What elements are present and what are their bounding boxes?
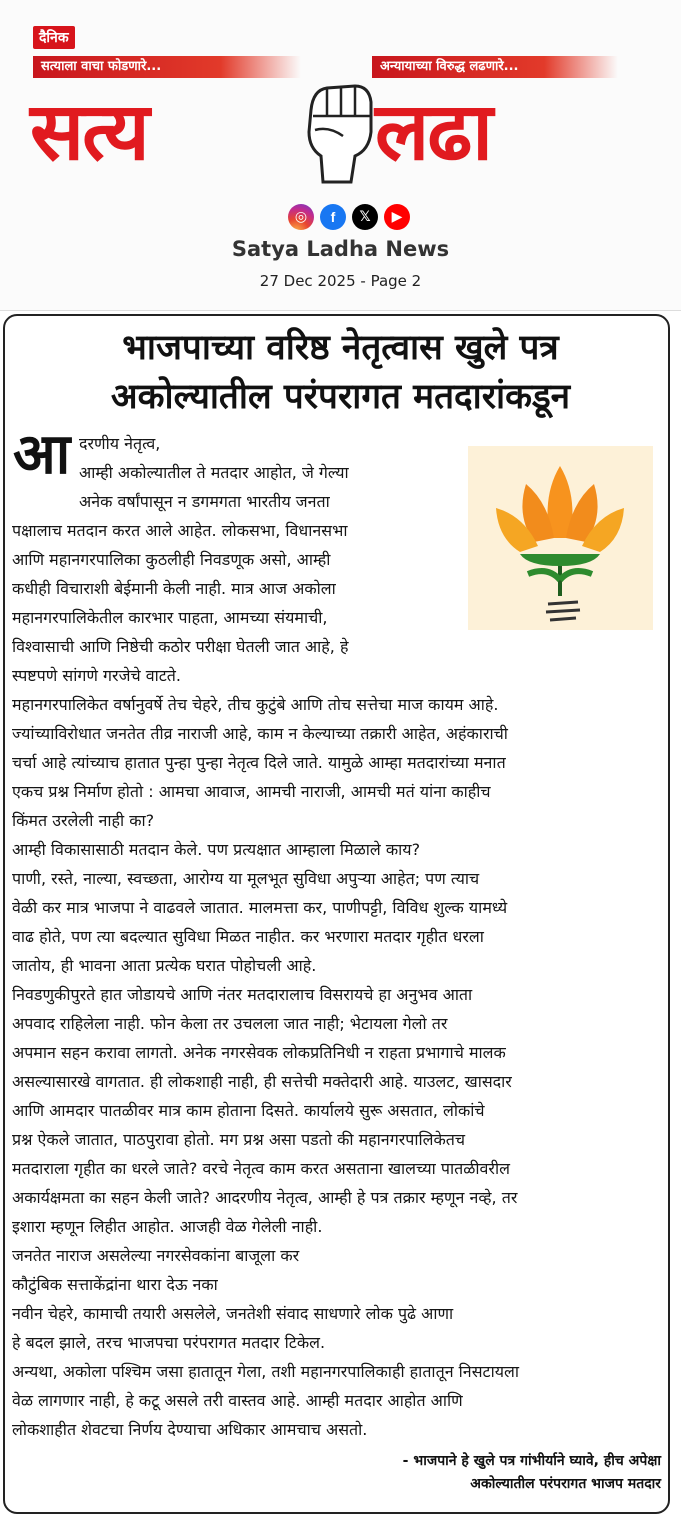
social-links [288, 204, 410, 230]
lotus-icon [468, 446, 653, 630]
body-line: पक्षालाच मतदान करत आले आहेत. लोकसभा, विधानसभा [12, 521, 348, 540]
body-line: महानगरपालिकेत वर्षानुवर्षे तेच चेहरे, तीच कुटुंबे आणि तोच सत्तेचा माज कायम आहे. [12, 695, 499, 714]
body-line: कधीही विचाराशी बेईमानी केली नाही. मात्र आज अकोला [12, 579, 336, 598]
body-line: आणि आमदार पातळीवर मात्र काम होताना दिसते. कार्यालये सुरू असतात, लोकांचे [12, 1101, 485, 1120]
page-date: 27 Dec 2025 - Page 2 [259, 272, 422, 290]
headline-line-2: अकोल्यातील परंपरागत मतदारांकडून [110, 377, 571, 417]
body-line: आणि महानगरपालिका कुठलीही निवडणूक असो, आम्ही [12, 550, 331, 569]
body-line: पाणी, रस्ते, नाल्या, स्वच्छता, आरोग्य या मूलभूत सुविधा अपुऱ्या आहेत; पण त्याच [12, 869, 480, 888]
body-line: वाढ होते, पण त्या बदल्यात सुविधा मिळत नाहीत. कर भरणारा मतदार गृहीत धरला [12, 927, 484, 946]
body-line: अनेक वर्षांपासून न डगमगता भारतीय जनता [79, 492, 330, 511]
body-line: आम्ही अकोल्यातील ते मतदार आहोत, जे गेल्या [79, 463, 349, 482]
body-line: लोकशाहीत शेवटचा निर्णय देण्याचा अधिकार आमचाच असतो. [12, 1420, 368, 1439]
body-line: असल्यासारखे वागतात. ही लोकशाही नाही, ही सत्तेची मक्तेदारी आहे. याउलट, खासदार [12, 1072, 512, 1091]
raised-fist-icon [293, 70, 383, 185]
x-icon[interactable]: 𝕏 [352, 204, 378, 230]
tagline-left: सत्याला वाचा फोडणारे... [33, 56, 301, 78]
body-line: अकार्यक्षमता का सहन केली जाते? आदरणीय नेतृत्व, आम्ही हे पत्र तक्रार म्हणून नव्हे, तर [12, 1188, 518, 1207]
body-line: वेळी कर मात्र भाजपा ने वाढवले जातात. मालमत्ता कर, पाणीपट्टी, विविध शुल्क यामध्ये [12, 898, 508, 917]
body-line: दरणीय नेतृत्व, [79, 434, 161, 453]
body-line: कौटुंबिक सत्ताकेंद्रांना थारा देऊ नका [12, 1275, 218, 1294]
body-line: अपमान सहन करावा लागतो. अनेक नगरसेवक लोकप्रतिनिधी न राहता प्रभागाचे मालक [12, 1043, 506, 1062]
body-line: चर्चा आहे त्यांच्याच हातात पुन्हा पुन्हा नेतृत्व दिले जाते. यामुळे आम्हा मतदारांच्या मनात [12, 753, 506, 772]
body-line: प्रश्न ऐकले जातात, पाठपुरावा होतो. मग प्रश्न असा पडतो की महानगरपालिकेतच [12, 1130, 466, 1149]
brand-word-satya: सत्य [30, 85, 148, 178]
signature-appeal: - भाजपाने हे खुले पत्र गांभीर्याने घ्यावे, हीच अपेक्षा [402, 1453, 661, 1469]
headline-line-1: भाजपाच्या वरिष्ठ नेतृत्वास खुले पत्र [122, 328, 559, 368]
body-line: वेळ लागणार नाही, हे कटू असले तरी वास्तव आहे. आम्ही मतदार आहोत आणि [12, 1391, 463, 1410]
body-line: किंमत उरलेली नाही का? [12, 811, 155, 830]
body-line: नवीन चेहरे, कामाची तयारी असलेले, जनतेशी संवाद साधणारे लोक पुढे आणा [12, 1304, 454, 1323]
tagline-right: अन्यायाच्या विरुद्ध लढणारे... [372, 56, 618, 78]
dainik-badge: दैनिक [33, 26, 75, 49]
instagram-icon[interactable]: ◎ [288, 204, 314, 230]
body-line: विश्वासाची आणि निष्ठेची कठोर परीक्षा घेतली जात आहे, हे [12, 637, 349, 656]
body-line: निवडणुकीपुरते हात जोडायचे आणि नंतर मतदारालाच विसरायचे हा अनुभव आता [12, 985, 473, 1004]
body-line: इशारा म्हणून लिहीत आहोत. आजही वेळ गेलेली नाही. [12, 1217, 323, 1236]
body-line: अपवाद राहिलेला नाही. फोन केला तर उचलला जात नाही; भेटायला गेलो तर [12, 1014, 448, 1033]
body-line: जनतेत नाराज असलेल्या नगरसेवकांना बाजूला कर [12, 1246, 300, 1265]
body-line: स्पष्टपणे सांगणे गरजेचे वाटते. [12, 666, 182, 685]
body-line: आम्ही विकासासाठी मतदान केले. पण प्रत्यक्षात आम्हाला मिळाले काय? [12, 840, 421, 859]
body-line: ज्यांच्याविरोधात जनतेत तीव्र नाराजी आहे, काम न केल्याच्या तक्रारी आहेत, अहंकाराची [12, 724, 508, 743]
body-line: हे बदल झाले, तरच भाजपचा परंपरागत मतदार टिकेल. [12, 1333, 326, 1352]
body-line: जातोय, ही भावना आता प्रत्येक घरात पोहोचली आहे. [12, 956, 317, 975]
body-line: एकच प्रश्न निर्माण होतो : आमचा आवाज, आमची नाराजी, आमची मतं यांना काहीच [12, 782, 491, 801]
facebook-icon[interactable]: f [320, 204, 346, 230]
body-line: मतदाराला गृहीत का धरले जाते? वरचे नेतृत्व काम करत असताना खालच्या पातळीवरील [12, 1159, 510, 1178]
body-line: अन्यथा, अकोला पश्चिम जसा हातातून गेला, तशी महानगरपालिकाही हातातून निसटायला [12, 1362, 519, 1381]
site-name: Satya Ladha News [231, 237, 450, 261]
body-line: महानगरपालिकेतील कारभार पाहता, आमच्या संयमाची, [12, 608, 328, 627]
signature-author: अकोल्यातील परंपरागत भाजप मतदार [470, 1476, 661, 1492]
brand-word-ladha: लढा [375, 85, 491, 178]
bjp-lotus-logo [468, 446, 653, 630]
drop-cap: आ [13, 422, 71, 487]
youtube-icon[interactable]: ▶ [384, 204, 410, 230]
